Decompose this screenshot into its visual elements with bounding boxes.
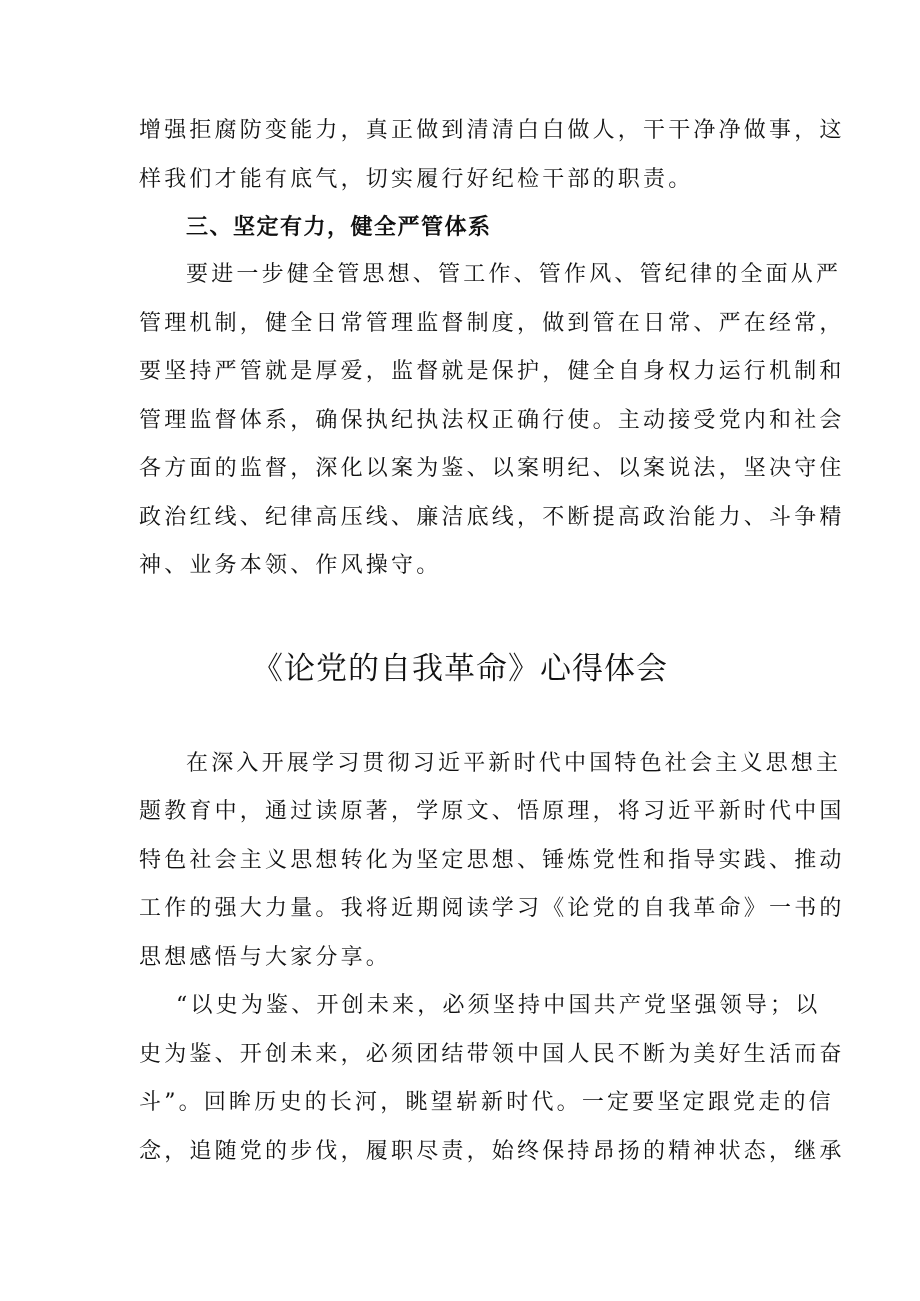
text-line: 要坚持严管就是厚爱，监督就是保护，健全自身权力运行机制和 bbox=[139, 359, 845, 384]
text-line: 在深入开展学习贯彻习近平新时代中国特色社会主义思想主 bbox=[186, 751, 842, 776]
text-line: 念，追随党的步伐，履职尽责，始终保持昂扬的精神状态，继承 bbox=[139, 1139, 845, 1164]
section-heading: 三、坚定有力，健全严管体系 bbox=[186, 215, 492, 240]
text-line: 管理监督体系，确保执纪执法权正确行使。主动接受党内和社会 bbox=[139, 408, 845, 433]
text-line: 工作的强大力量。我将近期阅读学习《论党的自我革命》一书的 bbox=[139, 896, 845, 921]
text-line: “以史为鉴、开创未来，必须坚持中国共产党坚强领导；以 bbox=[176, 993, 821, 1018]
text-line: 样我们才能有底气，切实履行好纪检干部的职责。 bbox=[139, 167, 694, 192]
text-line: 管理机制，健全日常管理监督制度，做到管在日常、严在经常， bbox=[139, 311, 845, 336]
text-line: 思想感悟与大家分享。 bbox=[139, 945, 392, 970]
text-line: 神、业务本领、作风操守。 bbox=[139, 553, 442, 578]
text-line: 政治红线、纪律高压线、廉洁底线，不断提高政治能力、斗争精 bbox=[139, 505, 845, 530]
text-line: 各方面的监督，深化以案为鉴、以案明纪、以案说法，坚决守住 bbox=[139, 456, 845, 481]
text-line: 要进一步健全管思想、管工作、管作风、管纪律的全面从严 bbox=[186, 262, 842, 287]
text-line: 增强拒腐防变能力，真正做到清清白白做人，干干净净做事，这 bbox=[139, 118, 845, 143]
text-line: 斗”。回眸历史的长河，眺望崭新时代。一定要坚定跟党走的信 bbox=[139, 1090, 834, 1115]
text-line: 史为鉴、开创未来，必须团结带领中国人民不断为美好生活而奋 bbox=[139, 1042, 845, 1067]
text-line: 题教育中，通过读原著，学原文、悟原理，将习近平新时代中国 bbox=[139, 799, 845, 824]
text-line: 特色社会主义思想转化为坚定思想、锤炼党性和指导实践、推动 bbox=[139, 848, 845, 873]
article-title: 《论党的自我革命》心得体会 bbox=[252, 651, 668, 687]
